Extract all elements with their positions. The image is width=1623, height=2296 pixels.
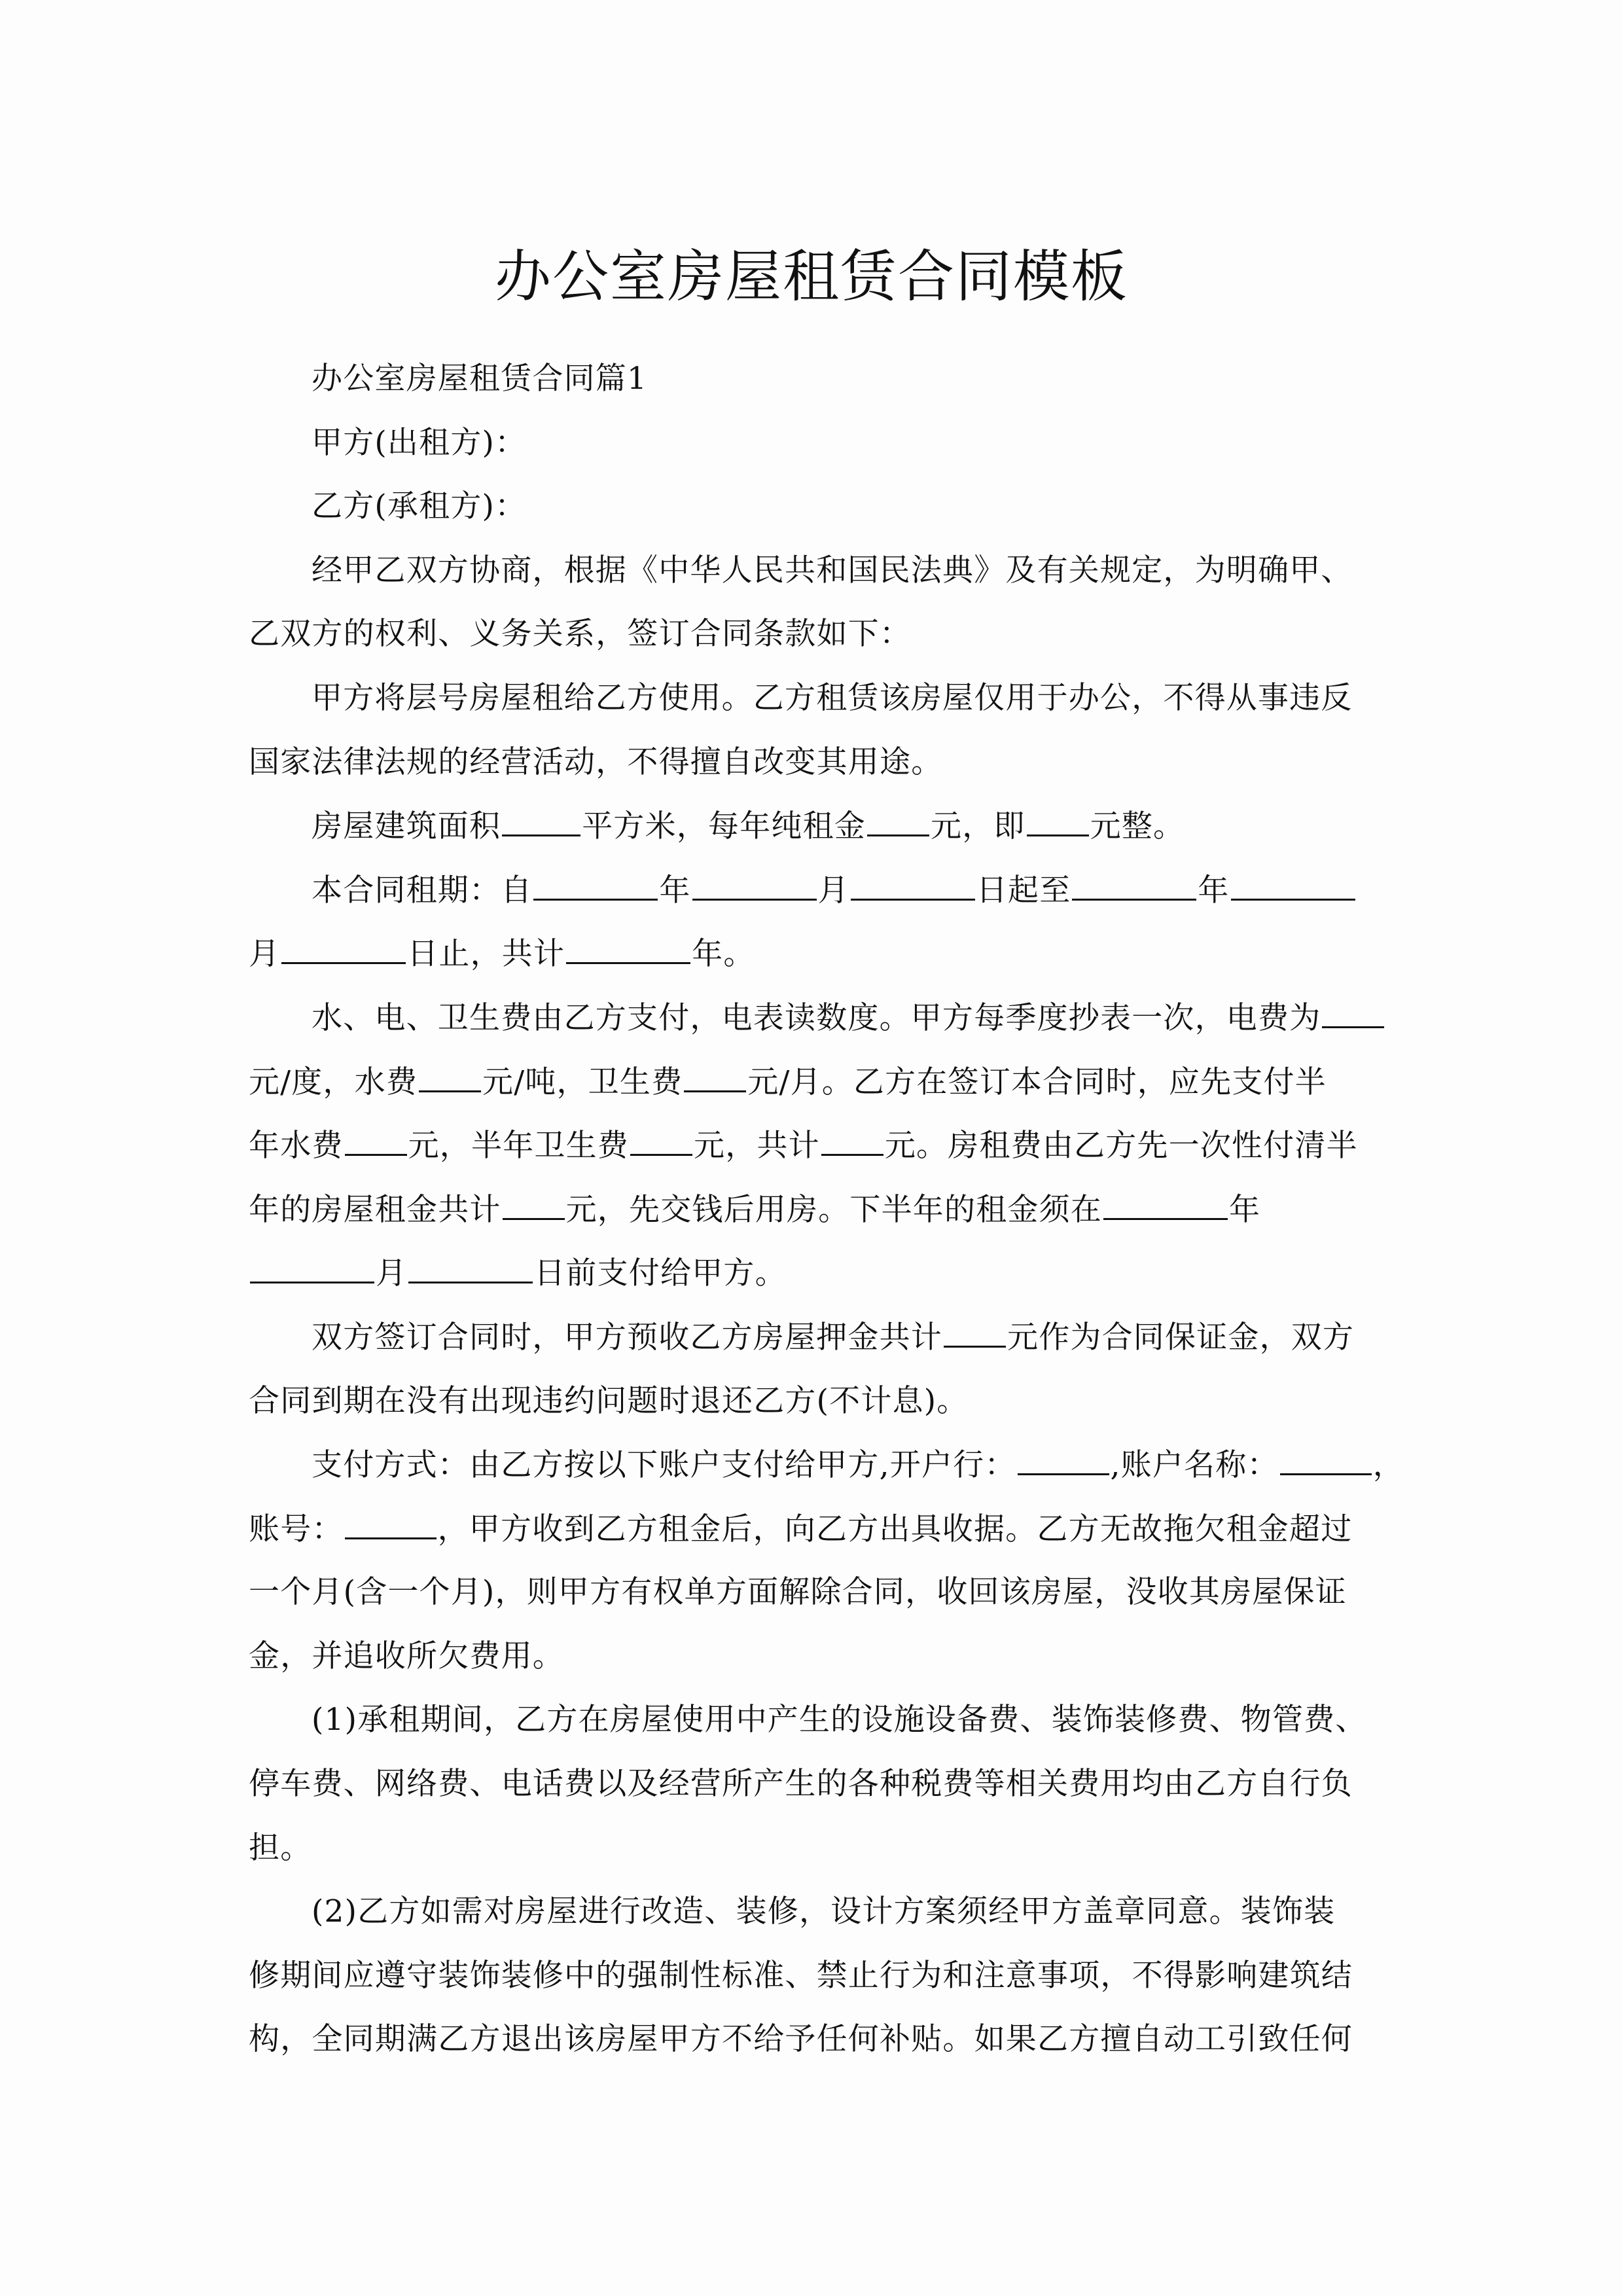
fill-in-blank <box>1027 794 1089 836</box>
text-line <box>249 1944 1400 2008</box>
fill-in-blank <box>1103 1177 1228 1220</box>
line-text: 日起至 <box>976 872 1071 908</box>
fill-in-blank <box>250 1241 374 1283</box>
line-text: 一个月(含一个月)，则甲方有权单方面解除合同，收回该房屋，没收其房屋保证 <box>249 1574 1347 1611</box>
line-text: 甲方(出租方)： <box>312 424 527 461</box>
text-line <box>249 602 1400 666</box>
fill-in-blank <box>566 922 690 964</box>
fill-in-blank <box>692 858 817 901</box>
text-line <box>249 1688 1400 1752</box>
fill-in-blank <box>944 1305 1006 1348</box>
line-text: 年。 <box>692 936 755 973</box>
line-text: 年 <box>659 872 691 908</box>
line-text: 元整。 <box>1090 808 1185 845</box>
fill-in-blank <box>1072 858 1196 901</box>
line-text: 房屋建筑面积 <box>312 808 501 845</box>
line-text: 平方米，每年纯租金 <box>582 808 866 845</box>
fill-in-blank <box>630 1113 692 1156</box>
line-text: 修期间应遵守装饰装修中的强制性标准、禁止行为和注意事项，不得影响建筑结 <box>249 1957 1353 1994</box>
line-text: 金，并追收所欠费用。 <box>249 1638 564 1674</box>
line-text: 国家法律法规的经营活动，不得擅自改变其用途。 <box>249 744 943 780</box>
line-text: 年的房屋租金共计 <box>249 1191 501 1228</box>
line-text: 元。房租费由乙方先一次性付清半 <box>884 1128 1358 1164</box>
line-text: 年 <box>1229 1191 1261 1228</box>
fill-in-blank <box>503 1177 565 1220</box>
line-text: 元，先交钱后用房。下半年的租金须在 <box>565 1191 1103 1228</box>
fill-in-blank <box>821 1113 883 1156</box>
fill-in-blank <box>345 1497 437 1539</box>
line-text: 账号： <box>249 1511 344 1547</box>
fill-in-blank <box>684 1050 746 1092</box>
text-line <box>249 1241 1400 1305</box>
text-line <box>249 347 1400 411</box>
text-line <box>249 1560 1400 1624</box>
line-text: 办公室房屋租赁合同篇1 <box>312 361 648 397</box>
text-line <box>249 666 1400 730</box>
text-line <box>249 2007 1400 2072</box>
line-text: 经甲乙双方协商，根据《中华人民共和国民法典》及有关规定，为明确甲、 <box>312 552 1353 588</box>
line-text: (2)乙方如需对房屋进行改造、装修，设计方案须经甲方盖章同意。装饰装 <box>312 1893 1336 1930</box>
line-text: 元，即 <box>931 808 1026 845</box>
line-text: 元，半年卫生费 <box>408 1128 630 1164</box>
line-text: 年 <box>1198 872 1230 908</box>
text-line <box>249 475 1400 539</box>
fill-in-blank <box>867 794 929 836</box>
text-line <box>249 1816 1400 1880</box>
fill-in-blank <box>1018 1433 1109 1475</box>
document-body <box>249 347 1404 2072</box>
line-text: 元/吨，卫生费 <box>482 1064 683 1100</box>
line-text: 乙方(承租方)： <box>312 488 527 525</box>
line-text: 元，共计 <box>694 1128 820 1164</box>
text-line <box>249 539 1400 603</box>
text-line <box>249 794 1400 858</box>
line-text: 构，全同期满乙方退出该房屋甲方不给予任何补贴。如果乙方擅自动工引致任何 <box>249 2021 1353 2058</box>
text-line <box>249 986 1400 1050</box>
fill-in-blank <box>502 794 580 836</box>
line-text: ，甲方收到乙方租金后，向乙方出具收据。乙方无故拖欠租金超过 <box>437 1511 1353 1547</box>
line-text: 月 <box>249 936 281 973</box>
line-text: ， <box>1372 1447 1404 1484</box>
line-text: 合同到期在没有出现违约问题时退还乙方(不计息)。 <box>249 1382 969 1419</box>
text-line <box>249 1369 1400 1433</box>
line-text: 本合同租期：自 <box>312 872 533 908</box>
document-title: 办公室房屋租赁合同模板 <box>495 243 1128 310</box>
text-line <box>249 411 1400 475</box>
fill-in-blank <box>851 858 975 901</box>
line-text: 元/度，水费 <box>249 1064 418 1100</box>
line-text: 月 <box>376 1255 408 1292</box>
text-line <box>249 922 1400 986</box>
line-text: 支付方式：由乙方按以下账户支付给甲方,开户行： <box>312 1447 1016 1484</box>
text-line <box>249 858 1400 922</box>
text-line <box>249 1752 1400 1816</box>
line-text: (1)承租期间，乙方在房屋使用中产生的设施设备费、装饰装修费、物管费、 <box>312 1702 1367 1738</box>
line-text: 年水费 <box>249 1128 344 1164</box>
line-text: 停车费、网络费、电话费以及经营所产生的各种税费等相关费用均由乙方自行负 <box>249 1766 1353 1803</box>
line-text: ,账户名称： <box>1110 1447 1279 1484</box>
fill-in-blank <box>345 1113 407 1156</box>
text-line <box>249 1433 1404 1497</box>
line-text: 甲方将层号房屋租给乙方使用。乙方租赁该房屋仅用于办公，不得从事违反 <box>312 679 1353 716</box>
fill-in-blank <box>1231 858 1355 901</box>
line-text: 日前支付给甲方。 <box>534 1255 787 1292</box>
line-text: 担。 <box>249 1829 312 1866</box>
fill-in-blank <box>408 1241 533 1283</box>
line-text: 日止，共计 <box>407 936 565 973</box>
fill-in-blank <box>1280 1433 1372 1475</box>
fill-in-blank <box>1322 986 1384 1028</box>
line-text: 乙双方的权利、义务关系，签订合同条款如下： <box>249 616 912 653</box>
line-text: 元/月。乙方在签订本合同时，应先支付半 <box>747 1064 1327 1100</box>
fill-in-blank <box>281 922 406 964</box>
text-line <box>249 730 1400 795</box>
fill-in-blank <box>419 1050 481 1092</box>
text-line <box>249 1624 1400 1689</box>
text-line <box>249 1050 1400 1114</box>
text-line <box>249 1305 1400 1369</box>
line-text: 水、电、卫生费由乙方支付，电表读数度。甲方每季度抄表一次，电费为 <box>312 999 1321 1036</box>
line-text: 月 <box>817 872 849 908</box>
line-text: 双方签订合同时，甲方预收乙方房屋押金共计 <box>312 1319 942 1355</box>
text-line <box>249 1113 1400 1177</box>
line-text: 元作为合同保证金，双方 <box>1007 1319 1355 1355</box>
text-line <box>249 1497 1400 1561</box>
fill-in-blank <box>533 858 658 901</box>
text-line <box>249 1880 1400 1944</box>
text-line <box>249 1177 1400 1242</box>
